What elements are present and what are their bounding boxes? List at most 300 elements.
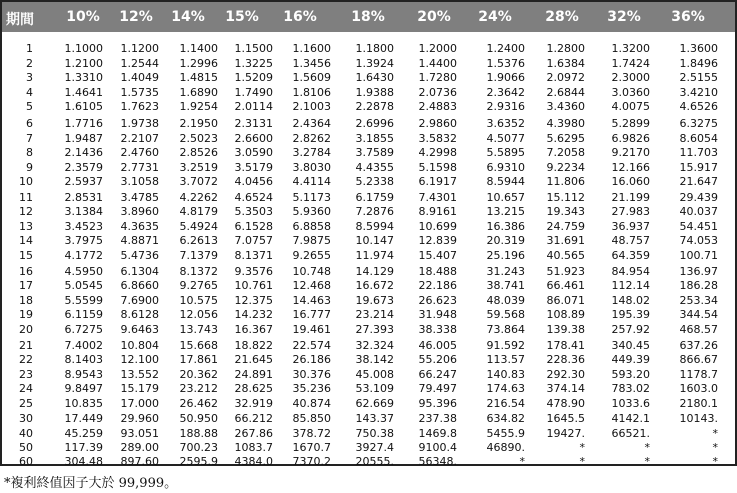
factor-cell: 1.3924: [355, 57, 394, 70]
factor-cell: 1.3310: [64, 71, 103, 84]
factor-cell: 2.0972: [546, 71, 585, 84]
factor-cell: 378.72: [292, 427, 331, 440]
factor-cell: 6.1917: [418, 175, 457, 188]
factor-cell: 15.917: [679, 161, 718, 174]
factor-cell: 1.2100: [64, 57, 103, 70]
factor-cell: 216.54: [486, 397, 525, 410]
factor-cell: 374.14: [546, 382, 585, 395]
factor-cell: 1.9254: [179, 100, 218, 113]
factor-cell: 3.8960: [120, 205, 159, 218]
factor-cell: 6.2613: [179, 234, 218, 247]
factor-cell: 29.960: [120, 412, 159, 425]
factor-cell: 20.362: [179, 368, 218, 381]
factor-cell: 12.100: [120, 353, 159, 366]
period-cell: 25: [19, 397, 33, 410]
factor-cell: 10.147: [355, 234, 394, 247]
period-cell: 7: [26, 132, 33, 145]
factor-cell: 16.386: [486, 220, 525, 233]
factor-cell: 3.2784: [292, 146, 331, 159]
factor-cell: 1.7623: [120, 100, 159, 113]
factor-cell: 2.1436: [64, 146, 103, 159]
factor-cell: 4.4355: [355, 161, 394, 174]
factor-cell: 6.1304: [120, 265, 159, 278]
factor-cell: 2.8262: [292, 132, 331, 145]
factor-cell: 7.1379: [179, 249, 218, 262]
factor-cell: 3.7072: [179, 175, 218, 188]
factor-cell: 468.57: [679, 323, 718, 336]
header-rate: 20%: [417, 9, 451, 25]
factor-cell: 2.5937: [64, 175, 103, 188]
factor-cell: 26.623: [418, 294, 457, 307]
factor-cell: 5.6295: [546, 132, 585, 145]
header-rate: 12%: [119, 9, 153, 25]
factor-cell: 4.2998: [418, 146, 457, 159]
factor-cell: 9.8497: [64, 382, 103, 395]
factor-cell: 2.2107: [120, 132, 159, 145]
factor-cell: 10.657: [486, 191, 525, 204]
factor-cell: 16.060: [611, 175, 650, 188]
factor-cell: 634.82: [486, 412, 525, 425]
factor-cell: 5.1173: [292, 191, 331, 204]
factor-cell: 253.34: [679, 294, 718, 307]
factor-cell: 1469.8: [418, 427, 457, 440]
factor-cell: 4.5077: [486, 132, 525, 145]
factor-cell: 1.8106: [292, 86, 331, 99]
factor-cell: 1.5735: [120, 86, 159, 99]
factor-cell: 1670.7: [292, 441, 331, 454]
factor-cell: 11.806: [546, 175, 585, 188]
factor-cell: 1.6890: [179, 86, 218, 99]
period-cell: 10: [19, 175, 33, 188]
factor-cell: 2.5155: [679, 71, 718, 84]
factor-cell: 449.39: [611, 353, 650, 366]
factor-cell: 24.891: [234, 368, 273, 381]
factor-cell: 1.8496: [679, 57, 718, 70]
factor-cell: 1083.7: [234, 441, 273, 454]
factor-cell: 1.9738: [120, 117, 159, 130]
factor-cell: 195.39: [611, 308, 650, 321]
factor-cell: 9.2765: [179, 279, 218, 292]
factor-cell: 2.0736: [418, 86, 457, 99]
factor-cell: 45.008: [355, 368, 394, 381]
period-cell: 13: [19, 220, 33, 233]
factor-cell: 7.0757: [234, 234, 273, 247]
factor-cell: 8.1372: [179, 265, 218, 278]
factor-cell: 304.48: [64, 455, 103, 468]
factor-cell: 29.439: [679, 191, 718, 204]
factor-cell: 16.777: [292, 308, 331, 321]
factor-cell: 12.166: [611, 161, 650, 174]
factor-cell: 174.63: [486, 382, 525, 395]
period-cell: 1: [26, 42, 33, 55]
factor-cell: 95.396: [418, 397, 457, 410]
factor-cell: 100.71: [679, 249, 718, 262]
factor-cell: 5.5599: [64, 294, 103, 307]
factor-cell: 136.97: [679, 265, 718, 278]
factor-cell: 897.60: [120, 455, 159, 468]
factor-cell: 1.4049: [120, 71, 159, 84]
factor-cell: 783.02: [611, 382, 650, 395]
factor-cell: 1.7424: [611, 57, 650, 70]
factor-cell: *: [712, 441, 718, 454]
period-cell: 9: [26, 161, 33, 174]
factor-cell: 6.1528: [234, 220, 273, 233]
factor-cell: 48.039: [486, 294, 525, 307]
factor-cell: 5.5895: [486, 146, 525, 159]
period-cell: 15: [19, 249, 33, 262]
factor-cell: 4142.1: [611, 412, 650, 425]
factor-cell: 6.7275: [64, 323, 103, 336]
factor-cell: 3.4785: [120, 191, 159, 204]
factor-cell: *: [712, 455, 718, 468]
factor-cell: 8.9543: [64, 368, 103, 381]
factor-cell: 2.0114: [234, 100, 273, 113]
factor-cell: 3.7975: [64, 234, 103, 247]
factor-cell: 1.4641: [64, 86, 103, 99]
period-cell: 12: [19, 205, 33, 218]
factor-cell: 4.2262: [179, 191, 218, 204]
factor-cell: 8.6054: [679, 132, 718, 145]
factor-cell: 1603.0: [679, 382, 718, 395]
factor-cell: 10.699: [418, 220, 457, 233]
factor-cell: 38.741: [486, 279, 525, 292]
factor-cell: 66.212: [234, 412, 273, 425]
factor-cell: 1.2000: [418, 42, 457, 55]
factor-cell: 5.9360: [292, 205, 331, 218]
factor-cell: 8.6128: [120, 308, 159, 321]
factor-cell: 23.214: [355, 308, 394, 321]
factor-cell: 2.9860: [418, 117, 457, 130]
factor-cell: 5.0545: [64, 279, 103, 292]
factor-cell: 35.236: [292, 382, 331, 395]
period-cell: 11: [19, 191, 33, 204]
factor-cell: 46.005: [418, 339, 457, 352]
factor-cell: 3927.4: [355, 441, 394, 454]
factor-cell: *: [579, 441, 585, 454]
period-cell: 6: [26, 117, 33, 130]
factor-cell: 9.2170: [611, 146, 650, 159]
factor-cell: 139.38: [546, 323, 585, 336]
factor-cell: 54.451: [679, 220, 718, 233]
factor-cell: 9.6463: [120, 323, 159, 336]
factor-cell: 59.568: [486, 308, 525, 321]
factor-cell: 2.4760: [120, 146, 159, 159]
factor-cell: 18.488: [418, 265, 457, 278]
factor-cell: 50.950: [179, 412, 218, 425]
factor-cell: 2.1003: [292, 100, 331, 113]
factor-cell: 1.5376: [486, 57, 525, 70]
factor-cell: 113.57: [486, 353, 525, 366]
factor-cell: 2.3131: [234, 117, 273, 130]
factor-cell: 19427.: [546, 427, 585, 440]
period-cell: 60: [19, 455, 33, 468]
factor-cell: 10.748: [292, 265, 331, 278]
factor-cell: 14.463: [292, 294, 331, 307]
factor-cell: 6.8660: [120, 279, 159, 292]
factor-cell: 79.497: [418, 382, 457, 395]
factor-cell: 5.2899: [611, 117, 650, 130]
factor-cell: 6.3275: [679, 117, 718, 130]
factor-cell: 1.1000: [64, 42, 103, 55]
header-rate: 14%: [171, 9, 205, 25]
factor-cell: 22.186: [418, 279, 457, 292]
factor-cell: 8.1371: [234, 249, 273, 262]
factor-cell: 16.672: [355, 279, 394, 292]
factor-cell: 1.2800: [546, 42, 585, 55]
factor-cell: 28.625: [234, 382, 273, 395]
factor-cell: 45.259: [64, 427, 103, 440]
factor-cell: 30.376: [292, 368, 331, 381]
factor-cell: 289.00: [120, 441, 159, 454]
factor-cell: 11.974: [355, 249, 394, 262]
factor-cell: 17.449: [64, 412, 103, 425]
factor-cell: 1178.7: [679, 368, 718, 381]
factor-cell: 5.1598: [418, 161, 457, 174]
factor-cell: 2.8526: [179, 146, 218, 159]
factor-cell: 40.874: [292, 397, 331, 410]
factor-cell: 10.804: [120, 339, 159, 352]
factor-cell: 1.7280: [418, 71, 457, 84]
factor-cell: 19.673: [355, 294, 394, 307]
factor-cell: 3.1058: [120, 175, 159, 188]
factor-cell: 26.462: [179, 397, 218, 410]
period-cell: 50: [19, 441, 33, 454]
period-cell: 24: [19, 382, 33, 395]
factor-cell: 140.83: [486, 368, 525, 381]
factor-cell: 4.4114: [292, 175, 331, 188]
factor-cell: 1.7490: [234, 86, 273, 99]
factor-cell: 1.1800: [355, 42, 394, 55]
factor-cell: 2.2878: [355, 100, 394, 113]
factor-cell: 700.23: [179, 441, 218, 454]
factor-cell: 4.8179: [179, 205, 218, 218]
factor-cell: 12.839: [418, 234, 457, 247]
factor-cell: 10.575: [179, 294, 218, 307]
factor-cell: 4384.0: [234, 455, 273, 468]
factor-cell: 750.38: [355, 427, 394, 440]
factor-cell: 1645.5: [546, 412, 585, 425]
header-rate: 10%: [66, 9, 100, 25]
factor-cell: 21.645: [234, 353, 273, 366]
factor-cell: 1.3225: [234, 57, 273, 70]
factor-cell: 2.6844: [546, 86, 585, 99]
factor-cell: 178.41: [546, 339, 585, 352]
factor-cell: 2.5023: [179, 132, 218, 145]
factor-cell: 20.319: [486, 234, 525, 247]
period-cell: 30: [19, 412, 33, 425]
factor-cell: 8.9161: [418, 205, 457, 218]
factor-cell: 3.5832: [418, 132, 457, 145]
factor-cell: 32.324: [355, 339, 394, 352]
factor-cell: 11.703: [679, 146, 718, 159]
factor-cell: 48.757: [611, 234, 650, 247]
factor-cell: 6.1159: [64, 308, 103, 321]
factor-cell: 64.359: [611, 249, 650, 262]
factor-cell: 2.6600: [234, 132, 273, 145]
factor-cell: 66521.: [611, 427, 650, 440]
factor-cell: 2595.9: [179, 455, 218, 468]
factor-cell: 20555.: [355, 455, 394, 468]
factor-cell: 12.468: [292, 279, 331, 292]
factor-cell: 53.109: [355, 382, 394, 395]
factor-cell: 6.9826: [611, 132, 650, 145]
factor-cell: 4.0075: [611, 100, 650, 113]
factor-cell: 3.4360: [546, 100, 585, 113]
period-cell: 4: [26, 86, 33, 99]
factor-cell: 1.2544: [120, 57, 159, 70]
factor-cell: 3.4523: [64, 220, 103, 233]
footnote: *複利終值因子大於 99,999。: [4, 476, 178, 491]
factor-cell: 16.367: [234, 323, 273, 336]
factor-cell: 13.552: [120, 368, 159, 381]
factor-cell: 108.89: [546, 308, 585, 321]
factor-cell: 12.056: [179, 308, 218, 321]
factor-cell: 27.983: [611, 205, 650, 218]
period-cell: 18: [19, 294, 33, 307]
header-rate: 18%: [351, 9, 385, 25]
factor-cell: *: [519, 455, 525, 468]
factor-cell: 257.92: [611, 323, 650, 336]
factor-cell: 55.206: [418, 353, 457, 366]
factor-cell: 9.3576: [234, 265, 273, 278]
factor-cell: 8.5994: [355, 220, 394, 233]
factor-cell: 46890.: [486, 441, 525, 454]
factor-cell: 1.9388: [355, 86, 394, 99]
factor-cell: 1.3456: [292, 57, 331, 70]
header-period: 期間: [6, 12, 34, 28]
factor-cell: 14.129: [355, 265, 394, 278]
factor-cell: 1.1600: [292, 42, 331, 55]
factor-cell: 15.407: [418, 249, 457, 262]
factor-cell: 3.1384: [64, 205, 103, 218]
period-cell: 2: [26, 57, 33, 70]
factor-cell: 85.850: [292, 412, 331, 425]
factor-cell: 4.6526: [679, 100, 718, 113]
factor-cell: 2.3642: [486, 86, 525, 99]
factor-cell: 22.574: [292, 339, 331, 352]
factor-cell: 4.8871: [120, 234, 159, 247]
factor-cell: 13.743: [179, 323, 218, 336]
factor-cell: 188.88: [179, 427, 218, 440]
factor-cell: 593.20: [611, 368, 650, 381]
factor-cell: 14.232: [234, 308, 273, 321]
factor-cell: 27.393: [355, 323, 394, 336]
factor-cell: 344.54: [679, 308, 718, 321]
factor-cell: 5.4736: [120, 249, 159, 262]
factor-cell: 7.9875: [292, 234, 331, 247]
factor-cell: 1.7716: [64, 117, 103, 130]
factor-cell: 1.5209: [234, 71, 273, 84]
factor-cell: 5455.9: [486, 427, 525, 440]
factor-cell: *: [712, 427, 718, 440]
factor-cell: 637.26: [679, 339, 718, 352]
factor-cell: 2.8531: [64, 191, 103, 204]
factor-cell: 26.186: [292, 353, 331, 366]
factor-cell: 25.196: [486, 249, 525, 262]
factor-cell: 3.0360: [611, 86, 650, 99]
factor-cell: 3.2519: [179, 161, 218, 174]
factor-cell: 1.5609: [292, 71, 331, 84]
factor-cell: 1.9066: [486, 71, 525, 84]
factor-cell: 7.4002: [64, 339, 103, 352]
header-rate: 24%: [478, 9, 512, 25]
factor-cell: 91.592: [486, 339, 525, 352]
factor-cell: 74.053: [679, 234, 718, 247]
factor-cell: 2.4364: [292, 117, 331, 130]
factor-cell: 1.4400: [418, 57, 457, 70]
factor-cell: 3.1855: [355, 132, 394, 145]
factor-cell: 84.954: [611, 265, 650, 278]
factor-cell: 3.5179: [234, 161, 273, 174]
factor-cell: 117.39: [64, 441, 103, 454]
factor-cell: 2.4883: [418, 100, 457, 113]
period-cell: 23: [19, 368, 33, 381]
factor-cell: 4.0456: [234, 175, 273, 188]
factor-cell: 7370.2: [292, 455, 331, 468]
factor-cell: 51.923: [546, 265, 585, 278]
factor-cell: 1.6430: [355, 71, 394, 84]
factor-cell: *: [579, 455, 585, 468]
header-rate: 16%: [283, 9, 317, 25]
factor-cell: 7.4301: [418, 191, 457, 204]
factor-cell: 10.761: [234, 279, 273, 292]
factor-cell: 267.86: [234, 427, 273, 440]
period-cell: 22: [19, 353, 33, 366]
factor-cell: 1.6105: [64, 100, 103, 113]
period-cell: 3: [26, 71, 33, 84]
factor-cell: 21.647: [679, 175, 718, 188]
factor-cell: 31.691: [546, 234, 585, 247]
period-cell: 16: [19, 265, 33, 278]
factor-cell: 2180.1: [679, 397, 718, 410]
factor-cell: 1.3600: [679, 42, 718, 55]
factor-cell: 186.28: [679, 279, 718, 292]
factor-cell: 19.461: [292, 323, 331, 336]
factor-cell: 7.2876: [355, 205, 394, 218]
factor-cell: 73.864: [486, 323, 525, 336]
factor-cell: 24.759: [546, 220, 585, 233]
factor-cell: 1.1200: [120, 42, 159, 55]
factor-cell: 56348.: [418, 455, 457, 468]
header-rate: 36%: [671, 9, 705, 25]
factor-cell: 4.6524: [234, 191, 273, 204]
factor-cell: 1.1500: [234, 42, 273, 55]
period-cell: 20: [19, 323, 33, 336]
factor-cell: 866.67: [679, 353, 718, 366]
factor-cell: 6.9310: [486, 161, 525, 174]
factor-cell: 340.45: [611, 339, 650, 352]
factor-cell: 9100.4: [418, 441, 457, 454]
factor-cell: 13.215: [486, 205, 525, 218]
period-cell: 40: [19, 427, 33, 440]
period-cell: 5: [26, 100, 33, 113]
factor-cell: 31.948: [418, 308, 457, 321]
header-rate: 28%: [545, 9, 579, 25]
factor-cell: 3.6352: [486, 117, 525, 130]
factor-cell: 1.9487: [64, 132, 103, 145]
factor-cell: 15.668: [179, 339, 218, 352]
factor-cell: 4.1772: [64, 249, 103, 262]
factor-cell: 5.4924: [179, 220, 218, 233]
factor-cell: 31.243: [486, 265, 525, 278]
factor-cell: 17.000: [120, 397, 159, 410]
factor-cell: 8.5944: [486, 175, 525, 188]
factor-cell: 66.247: [418, 368, 457, 381]
factor-cell: 143.37: [355, 412, 394, 425]
factor-cell: 3.4210: [679, 86, 718, 99]
factor-cell: 1.1400: [179, 42, 218, 55]
factor-cell: 17.861: [179, 353, 218, 366]
